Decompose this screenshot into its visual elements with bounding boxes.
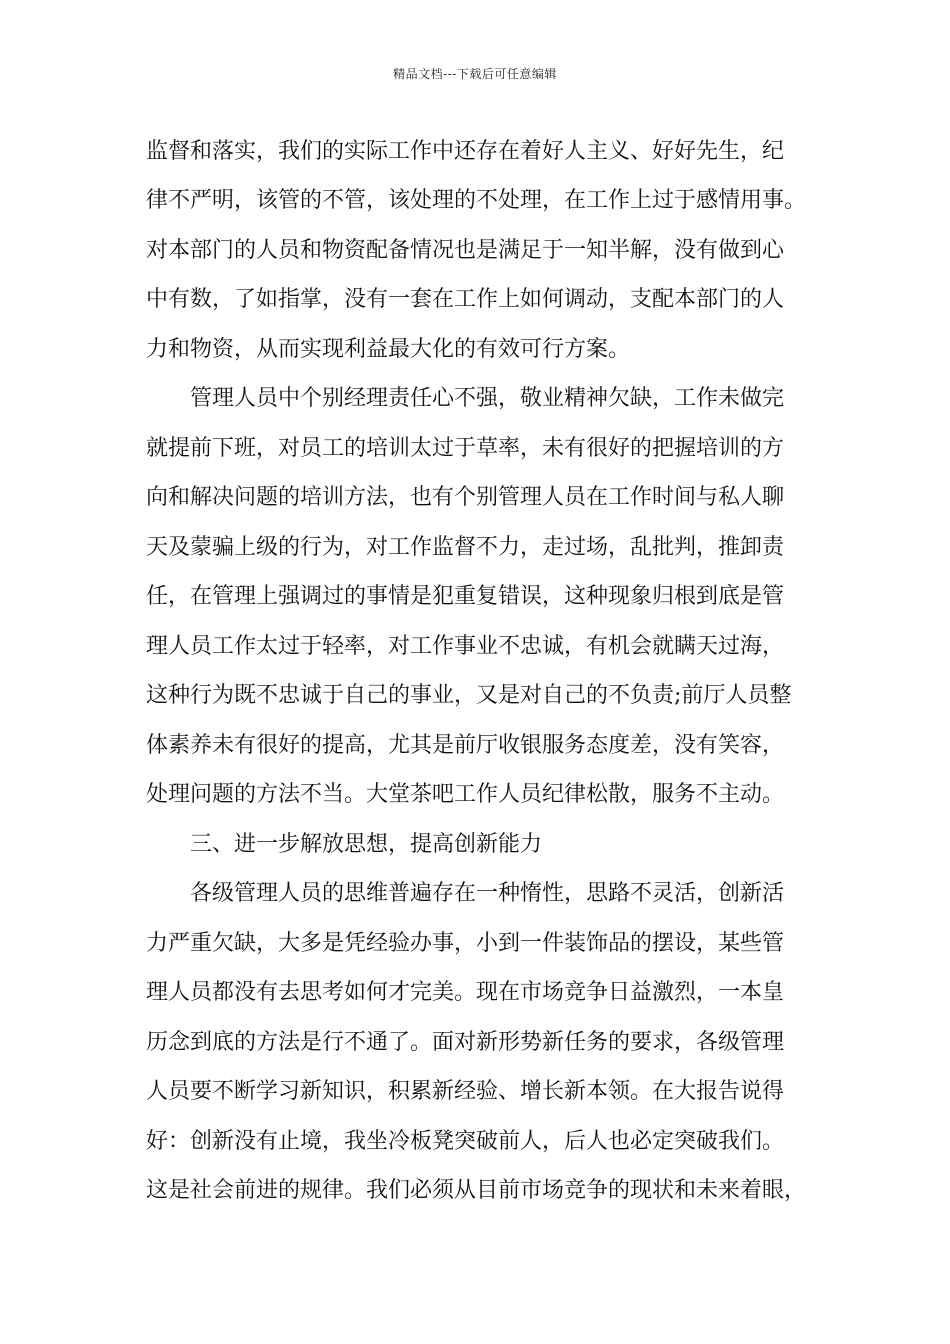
body-line: 监督和落实，我们的实际工作中还存在着好人主义、好好先生，纪: [146, 139, 785, 164]
body-line: 律不严明，该管的不管，该处理的不处理，在工作上过于感情用事。: [146, 188, 807, 213]
body-line: 历念到底的方法是行不通了。面对新形势新任务的要求，各级管理: [146, 1030, 785, 1055]
body-line: 对本部门的人员和物资配备情况也是满足于一知半解，没有做到心: [146, 238, 785, 263]
body-line: 理人员工作太过于轻率，对工作事业不忠诚，有机会就瞒天过海，: [146, 634, 785, 659]
paragraph-first-line: 管理人员中个别经理责任心不强，敬业精神欠缺，工作未做完: [190, 386, 785, 411]
page-header: 精品文档---下载后可任意编辑: [393, 67, 557, 81]
body-line: 体素养未有很好的提高，尤其是前厅收银服务态度差，没有笑容，: [146, 733, 785, 758]
body-line: 任，在管理上强调过的事情是犯重复错误，这种现象归根到底是管: [146, 584, 785, 609]
body-line: 好：创新没有止境，我坐冷板凳突破前人，后人也必定突破我们。: [146, 1129, 785, 1154]
body-line: 中有数，了如指掌，没有一套在工作上如何调动，支配本部门的人: [146, 287, 785, 312]
body-line: 理人员都没有去思考如何才完美。现在市场竞争日益激烈，一本皇: [146, 980, 785, 1005]
body-line: 力和物资，从而实现利益最大化的有效可行方案。: [146, 337, 631, 362]
body-line: 天及蒙骗上级的行为，对工作监督不力，走过场，乱批判，推卸责: [146, 535, 785, 560]
body-line: 这是社会前进的规律。我们必须从目前市场竞争的现状和未来着眼，: [146, 1178, 807, 1203]
section-heading: 三、进一步解放思想，提高创新能力: [190, 832, 543, 857]
body-line: 力严重欠缺，大多是凭经验办事，小到一件装饰品的摆设，某些管: [146, 931, 785, 956]
body-line: 就提前下班，对员工的培训太过于草率，未有很好的把握培训的方: [146, 436, 785, 461]
body-line: 这种行为既不忠诚于自己的事业，又是对自己的不负责;前厅人员整: [146, 683, 792, 708]
body-line: 人员要不断学习新知识，积累新经验、增长新本领。在大报告说得: [146, 1079, 785, 1104]
body-line: 向和解决问题的培训方法，也有个别管理人员在工作时间与私人聊: [146, 485, 785, 510]
body-line: 处理问题的方法不当。大堂茶吧工作人员纪律松散，服务不主动。: [146, 782, 785, 807]
paragraph-first-line: 各级管理人员的思维普遍存在一种惰性，思路不灵活，创新活: [190, 881, 785, 906]
